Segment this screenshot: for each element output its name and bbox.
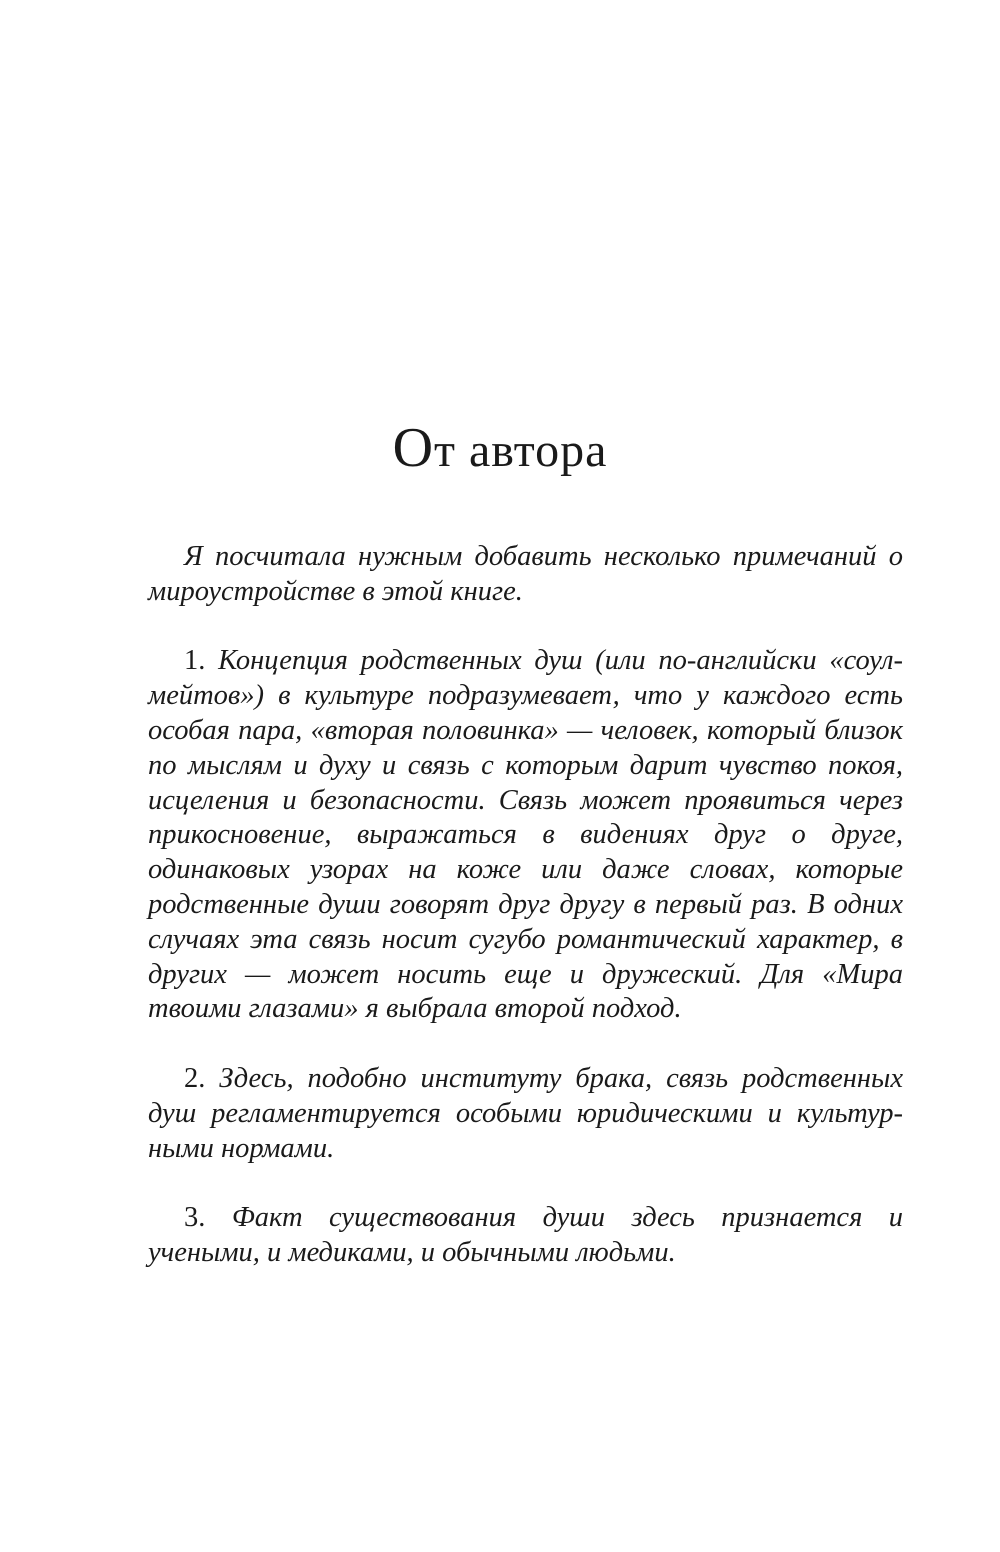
note-1-paragraph bbox=[148, 644, 903, 1027]
chapter-title bbox=[0, 418, 1000, 481]
paragraph-text: Здесь, подобно институту брака, связь родственных душ регламентируется особыми юридическими и культурными нормами. bbox=[148, 1062, 904, 1164]
note-2-paragraph bbox=[148, 1062, 903, 1166]
title-rest: т автора bbox=[434, 424, 608, 477]
paragraph-text: Концепция родственных душ (или по-английски «соулмейтов») в культуре подразумевает, что у каждого есть особая пара, «вторая половинка» — человек, который близок по мыслям и духу и связь с которым дарит чувство покоя, исцеления и безопасности. Связь может проявиться через прикосновение, выражаться в видениях друг о друге, одинаковых узорах на коже или даже словах, которые родственные души говорят друг другу в первый раз. В одних случаях эта связь носит сугубо романтический характер, в других — может носить еще и дружеский. Для «Мира твоими глазами» я выбрала второй подход. bbox=[148, 645, 903, 1025]
paragraph-text: Факт существования души здесь признается и учеными, и медиками, и обычными людьми. bbox=[148, 1202, 904, 1268]
note-3-paragraph bbox=[148, 1201, 903, 1271]
intro-paragraph bbox=[148, 540, 903, 610]
paragraph-text: Я посчитала нужным добавить несколько примечаний о мироустройстве в этой книге. bbox=[148, 541, 903, 607]
note-number: 2. bbox=[184, 1062, 206, 1094]
note-number: 1. bbox=[184, 645, 206, 677]
title-initial: О bbox=[392, 417, 435, 479]
note-number: 3. bbox=[184, 1202, 206, 1234]
text-body bbox=[148, 540, 903, 1306]
